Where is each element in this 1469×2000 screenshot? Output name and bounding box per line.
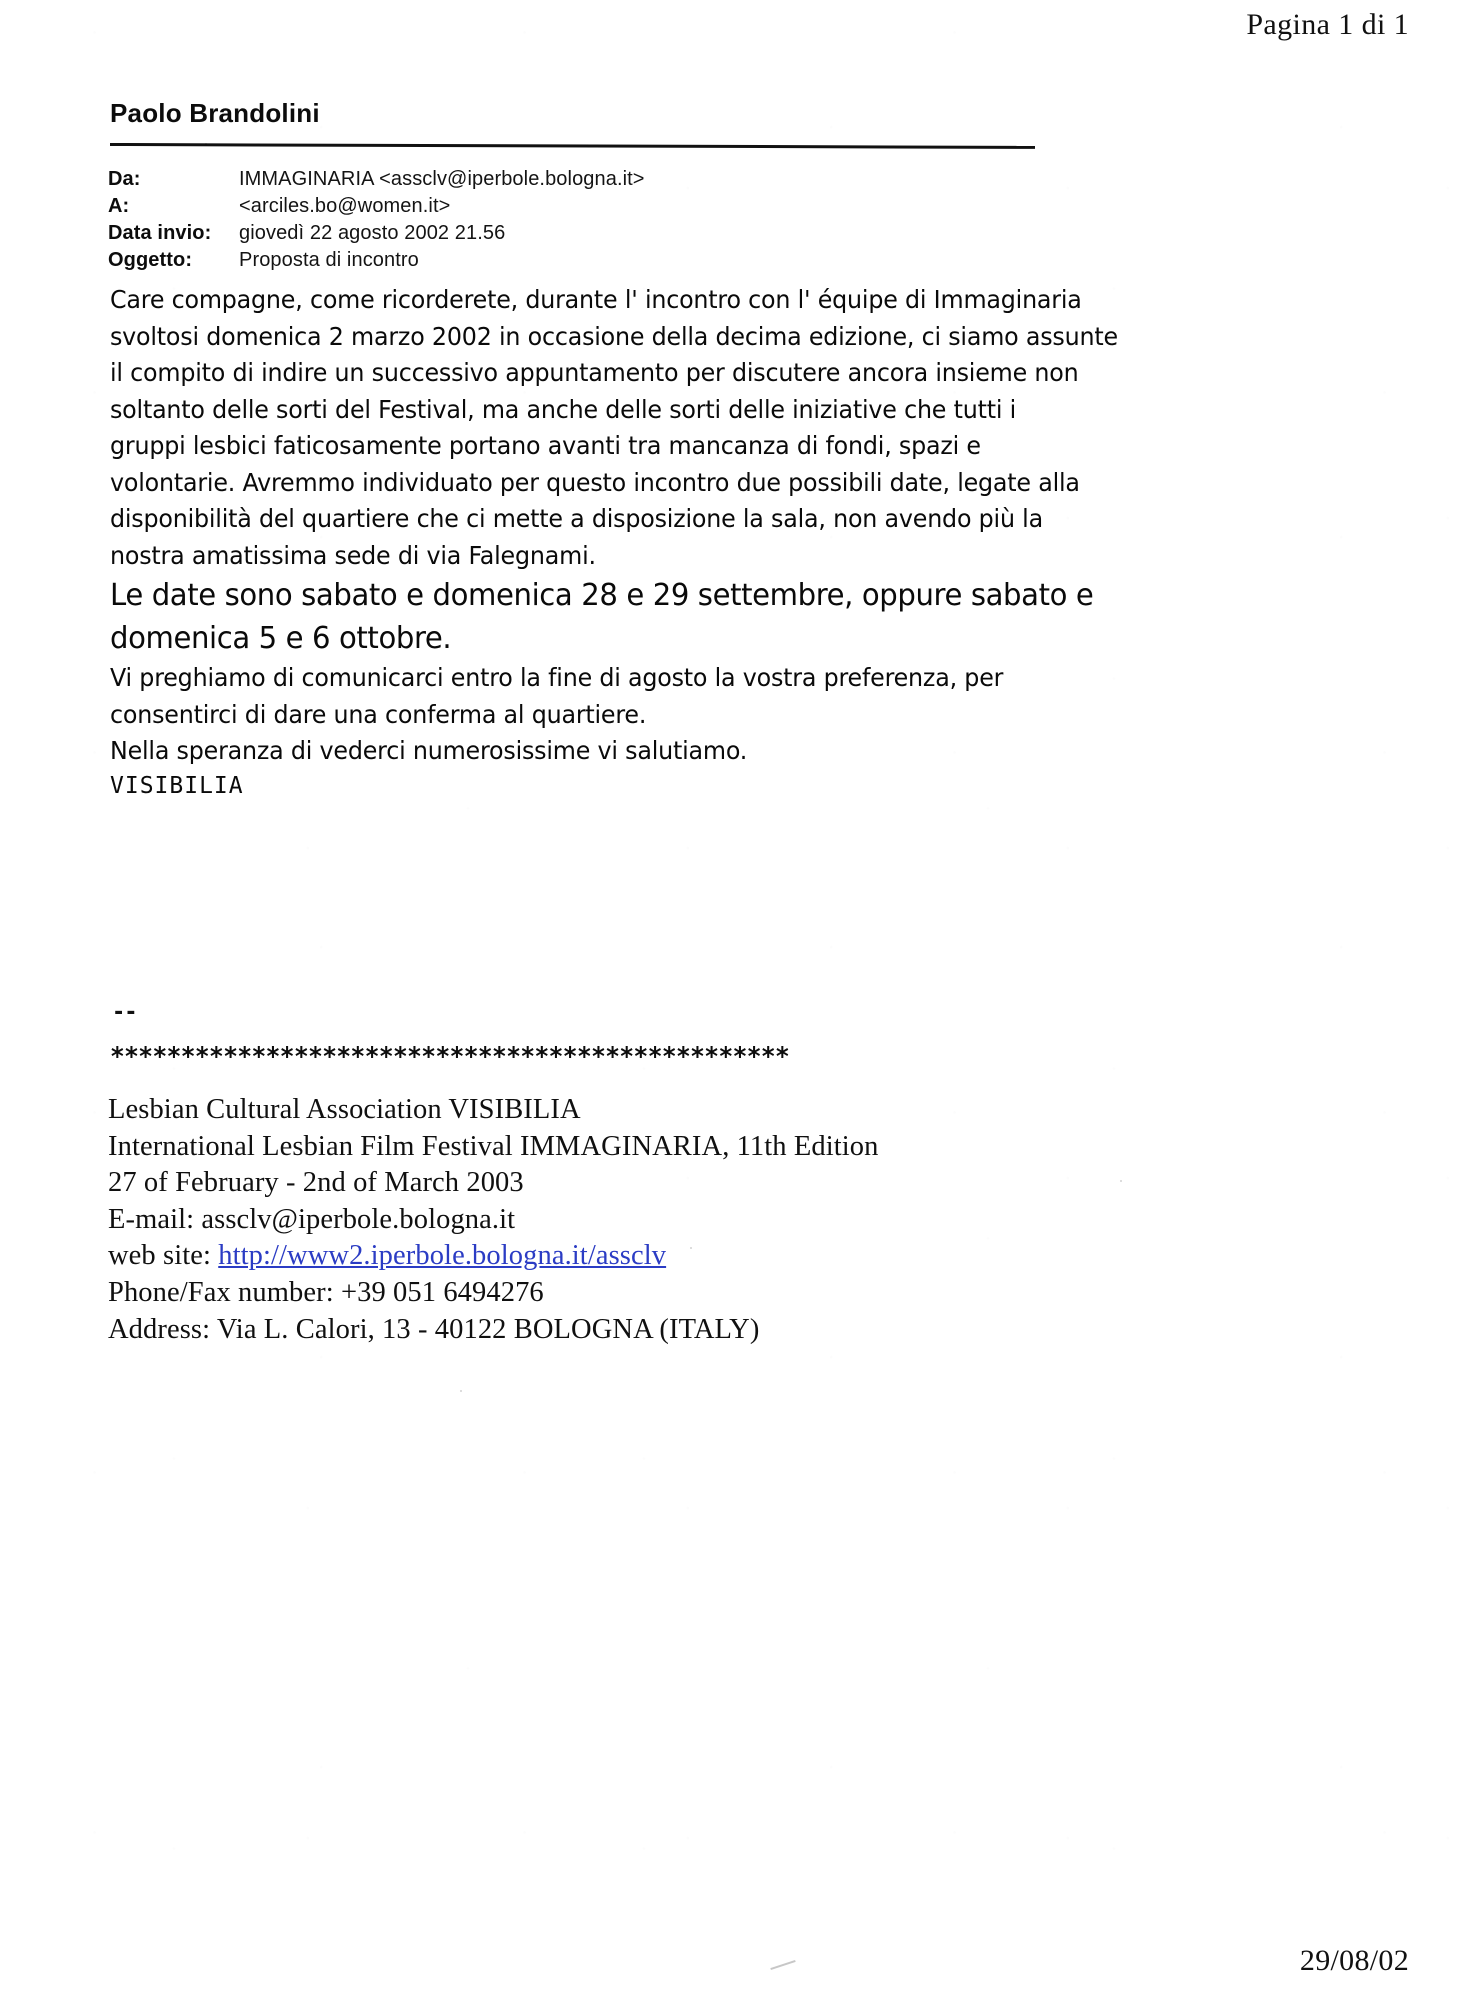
header-divider: [110, 143, 1035, 149]
body-line: Care compagne, come ricorderete, durante l' incontro con l' équipe di Immaginaria: [110, 285, 1082, 314]
body-signature: VISIBILIA: [110, 772, 244, 799]
scan-speck: [205, 143, 207, 145]
message-body: [110, 282, 1118, 803]
signature-separator-stars: ************************************************: [110, 1042, 790, 1072]
body-line: Vi preghiamo di comunicarci entro la fine di agosto la vostra preferenza, per: [110, 663, 1004, 692]
body-line: consentirci di dare una conferma al quartiere.: [110, 699, 647, 729]
footer-line-email: E-mail: assclv@iperbole.bologna.it: [108, 1203, 516, 1235]
header-value-sent: giovedì 22 agosto 2002 21.56: [239, 222, 506, 244]
page-indicator: Pagina 1 di 1: [1246, 8, 1409, 41]
header-label-sent: Data invio:: [108, 222, 212, 244]
header-row-subject: [108, 249, 1108, 276]
message-header-fields: [108, 168, 1108, 276]
body-line: gruppi lesbici faticosamente portano avanti tra mancanza di fondi, spazi e: [110, 431, 981, 460]
header-row-sent: [108, 222, 1108, 249]
footer-line-dates: 27 of February - 2nd of March 2003: [108, 1167, 524, 1199]
body-line: nostra amatissima sede di via Falegnami.: [110, 540, 596, 570]
header-row-to: [108, 195, 1108, 222]
scanner-artifact: [770, 1960, 795, 1970]
organization-signature-block: [108, 1092, 1158, 1348]
website-link[interactable]: http://www2.iperbole.bologna.it/assclv: [218, 1240, 667, 1272]
body-emphasis-line: domenica 5 e 6 ottobre.: [110, 621, 452, 656]
signature-separator-dashes: --: [112, 1000, 137, 1025]
body-line: svoltosi domenica 2 marzo 2002 in occasione della decima edizione, ci siamo assunte: [110, 321, 1118, 351]
footer-line-festival: International Lesbian Film Festival IMMAGINARIA, 11th Edition: [108, 1130, 879, 1162]
page-title: Paolo Brandolini: [110, 98, 320, 128]
scan-speck: [460, 1390, 462, 1392]
website-label: web site:: [108, 1240, 219, 1272]
header-value-from: IMMAGINARIA <assclv@iperbole.bologna.it>: [239, 168, 645, 190]
header-value-subject: Proposta di incontro: [239, 249, 419, 271]
header-row-from: [108, 168, 1108, 195]
header-label-to: A:: [108, 195, 130, 217]
body-line: volontarie. Avremmo individuato per questo incontro due possibili date, legate alla: [110, 467, 1080, 497]
scan-speck: [690, 1247, 692, 1249]
footer-line-phone: Phone/Fax number: +39 051 6494276: [108, 1276, 544, 1308]
footer-line-association: Lesbian Cultural Association VISIBILIA: [108, 1094, 581, 1125]
body-emphasis-line: Le date sono sabato e domenica 28 e 29 settembre, oppure sabato e: [110, 578, 1094, 613]
body-line: soltanto delle sorti del Festival, ma anche delle sorti delle iniziative che tutti i: [110, 394, 1017, 424]
scan-speck: [1120, 1180, 1122, 1182]
footer-line-address: Address: Via L. Calori, 13 - 40122 BOLOGNA (ITALY): [108, 1313, 760, 1345]
header-label-from: Da:: [108, 168, 141, 190]
footer-line-website: [108, 1238, 1158, 1275]
body-line: Nella speranza di vederci numerosissime vi salutiamo.: [110, 736, 748, 765]
body-line: il compito di indire un successivo appuntamento per discutere ancora insieme non: [110, 358, 1079, 387]
scan-date: 29/08/02: [1299, 1944, 1409, 1977]
header-value-to: <arciles.bo@women.it>: [239, 195, 451, 217]
header-label-subject: Oggetto:: [108, 249, 193, 271]
body-line: disponibilità del quartiere che ci mette a disposizione la sala, non avendo più la: [110, 504, 1043, 533]
